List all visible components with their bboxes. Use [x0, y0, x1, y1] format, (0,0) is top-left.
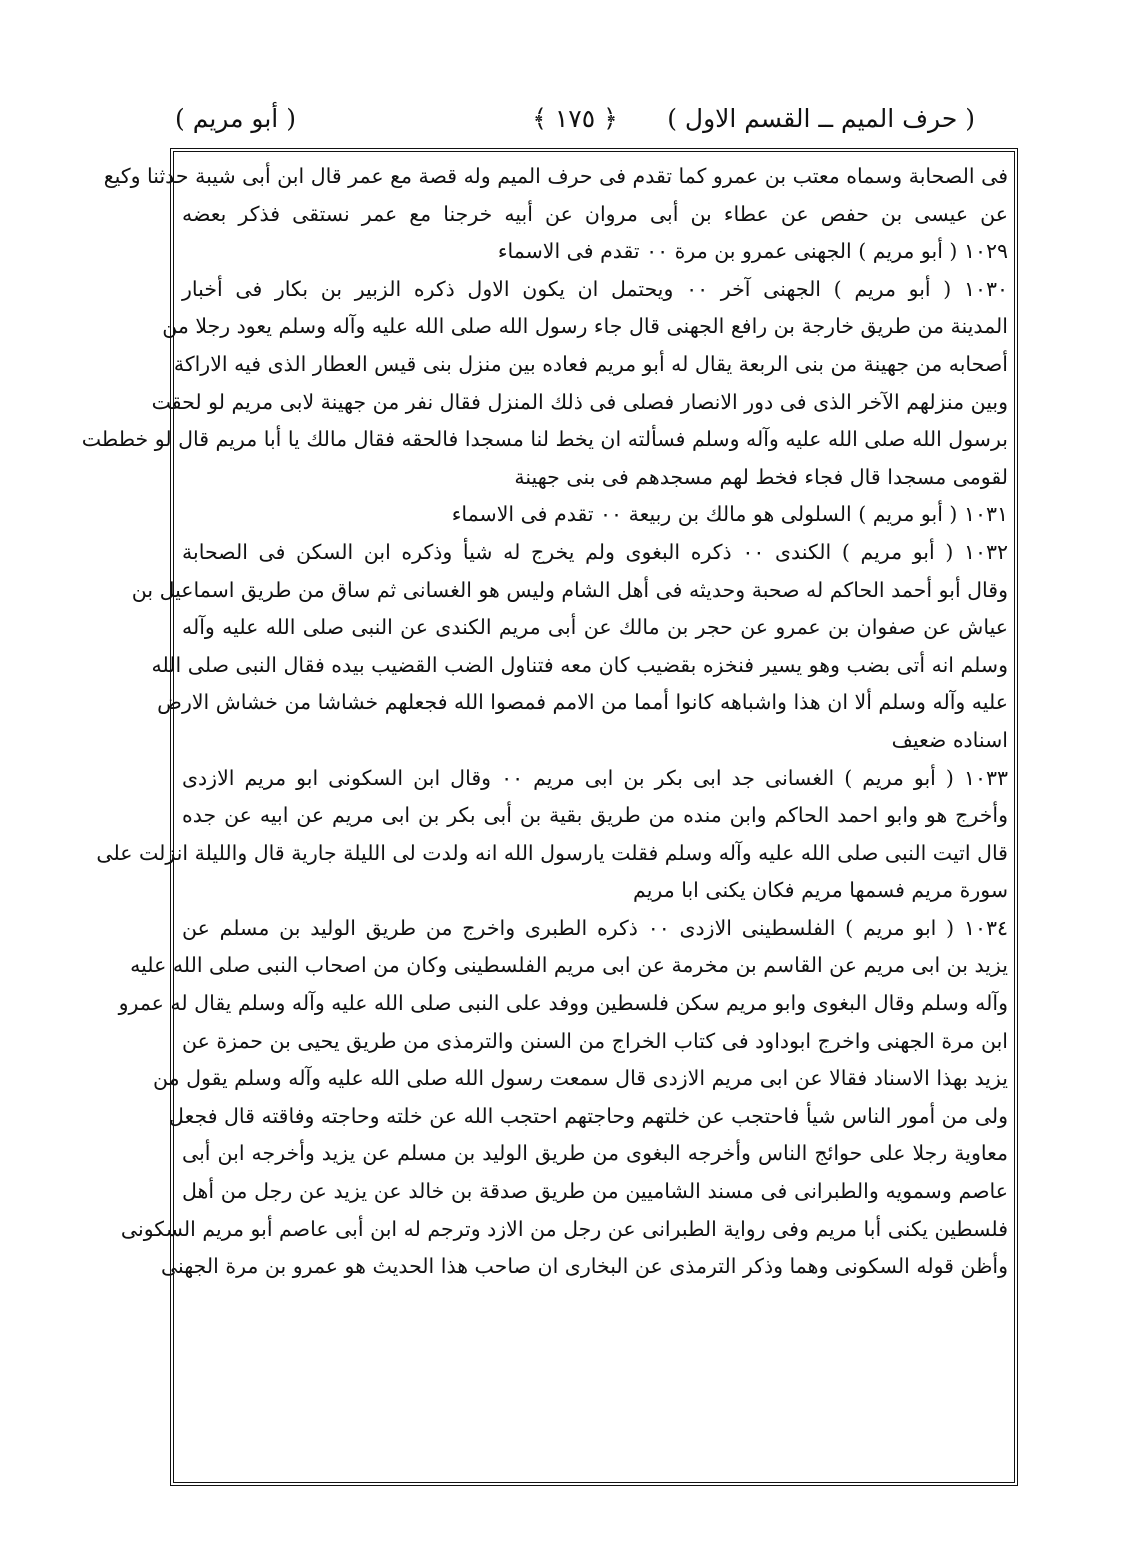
running-header-entry: ( أبو مريم ): [175, 104, 296, 133]
text-line: وبين منزلهم الآخر الذى فى دور الانصار فصلى فى ذلك المنزل فقال نفر من جهينة لابى مريم لو لحقت: [151, 389, 1008, 414]
text-line: وأظن قوله السكونى وهما وذكر الترمذى عن البخارى ان صاحب هذا الحديث هو عمرو بن مرة الجهنى: [160, 1254, 1008, 1279]
text-line: سورة مريم فسمها مريم فكان يكنى ابا مريم: [633, 878, 1008, 903]
text-line: وقال أبو أحمد الحاكم له صحبة وحديثه فى أهل الشام وليس هو الغسانى ثم ساق من طريق اسماعيل بن: [131, 577, 1008, 602]
text-line: ١٠٢٩ ( أبو مريم ) الجهنى عمرو بن مرة ٠٠ تقدم فى الاسماء: [497, 239, 1008, 264]
text-line: ولى من أمور الناس شيأ فاحتجب عن خلتهم وحاجتهم احتجب الله عن خلته وحاجته وفاقته قال فجعل: [169, 1103, 1008, 1128]
page-header: [175, 100, 975, 144]
text-line: ١٠٣١ ( أبو مريم ) السلولى هو مالك بن ربيعة ٠٠ تقدم فى الاسماء: [451, 502, 1008, 527]
text-line: ١٠٣٤ ( ابو مريم ) الفلسطينى الازدى ٠٠ ذكره الطبرى واخرج من طريق الوليد بن مسلم عن: [182, 915, 1008, 940]
text-line: وآله وسلم وقال البغوى وابو مريم سكن فلسطين ووفد على النبى صلى الله عليه وآله وسلم يقال له عمرو: [118, 991, 1008, 1016]
text-line: معاوية رجلا على حوائج الناس وأخرجه البغوى من طريق الوليد بن مسلم عن يزيد وأخرجه ابن أبى: [182, 1141, 1008, 1166]
text-line: المدينة من طريق خارجة بن رافع الجهنى قال جاء رسول الله صلى الله عليه وآله وسلم يعود رجلا من: [162, 314, 1008, 339]
text-line: عن عيسى بن حفص عن عطاء بن أبى مروان عن أبيه خرجنا مع عمر نستقى فذكر بعضه: [182, 201, 1008, 226]
text-line: وسلم انه أتى بضب وهو يسير فنخزه بقضيب كان معه فتناول الضب القضيب بيده فقال النبى صلى الله: [151, 652, 1008, 677]
text-line: اسناده ضعيف: [891, 727, 1008, 752]
text-line: ١٠٣٣ ( أبو مريم ) الغسانى جد ابى بكر بن ابى مريم ٠٠ وقال ابن السكونى ابو مريم الازدى: [182, 765, 1008, 790]
text-line: فى الصحابة وسماه معتب بن عمرو كما تقدم فى حرف الميم وله قصة مع عمر قال ابن أبى شيبة حدثنا وكيع: [103, 164, 1008, 188]
text-line: يزيد بهذا الاسناد فقالا عن ابى مريم الازدى قال سمعت رسول الله صلى الله عليه وآله وسلم يقول من: [153, 1066, 1008, 1091]
text-line: برسول الله صلى الله عليه وآله وسلم فسألته ان يخط لنا مسجدا فالحقه فقال مالك يا أبا مريم قال لو خططت: [81, 427, 1008, 452]
text-line: قال اتيت النبى صلى الله عليه وآله وسلم فقلت يارسول الله انه ولدت لى الليلة جارية قال والليلة انزلت على: [96, 840, 1008, 865]
page-number: ﴿ ١٧٥ ﴾: [532, 104, 618, 133]
text-line: أصحابه من جهينة من بنى الربعة يقال له أبو مريم فعاده بين منزل بنى قيس العطار الذى فيه الاراكة: [173, 351, 1008, 376]
text-line: عياش عن صفوان بن عمرو عن حجر بن مالك عن أبى مريم الكندى عن النبى صلى الله عليه وآله: [182, 615, 1008, 640]
text-line: فلسطين يكنى أبا مريم وفى رواية الطبرانى عن رجل من الازد وترجم له ابن أبى عاصم أبو مريم السكونى: [120, 1216, 1008, 1241]
text-line: يزيد بن ابى مريم عن القاسم بن مخرمة عن ابى مريم الفلسطينى وكان من اصحاب النبى صلى الله عليه: [130, 953, 1008, 978]
text-line: عاصم وسمويه والطبرانى فى مسند الشاميين من طريق صدقة بن خالد عن يزيد عن رجل من أهل: [182, 1179, 1008, 1204]
running-header-section: ( حرف الميم ــ القسم الاول ): [667, 104, 975, 133]
text-body: [81, 158, 1008, 1286]
text-line: ١٠٣٠ ( أبو مريم ) الجهنى آخر ٠٠ ويحتمل ان يكون الاول ذكره الزبير بن بكار فى أخبار: [182, 276, 1008, 301]
text-line: لقومى مسجدا قال فجاء فخط لهم مسجدهم فى بنى جهينة: [514, 464, 1008, 489]
text-line: وأخرج هو وابو احمد الحاكم وابن منده من طريق بقية بن أبى بكر بن ابى مريم عن ابيه عن جده: [182, 803, 1008, 828]
text-line: عليه وآله وسلم ألا ان هذا واشباهه كانوا أمما من الامم فمصوا الله فجعلهم خشاشا من خشاش الارض: [157, 690, 1008, 715]
text-line: ابن مرة الجهنى واخرج ابوداود فى كتاب الخراج من السنن والترمذى من طريق يحيى بن حمزة عن: [182, 1028, 1008, 1053]
text-line: ١٠٣٢ ( أبو مريم ) الكندى ٠٠ ذكره البغوى ولم يخرج له شيأ وذكره ابن السكن فى الصحابة: [182, 539, 1008, 564]
